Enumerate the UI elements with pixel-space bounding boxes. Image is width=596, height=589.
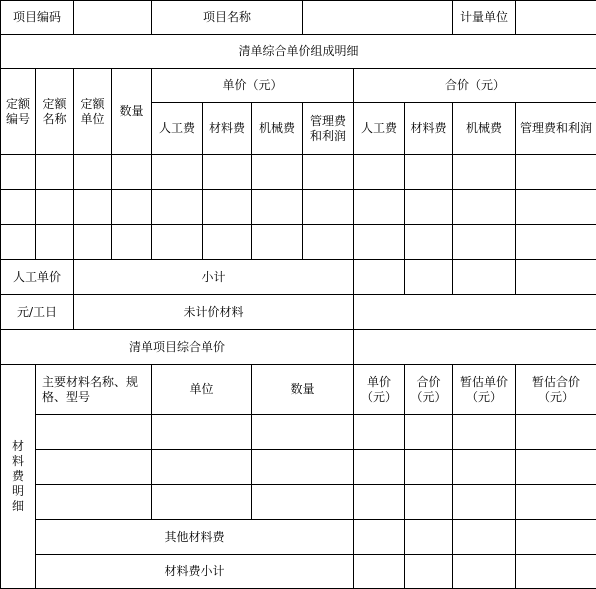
yuan-per-day-label: 元/工日 — [1, 295, 74, 330]
unpriced-material-label: 未计价材料 — [74, 295, 354, 330]
combined-unit-price-label: 清单项目综合单价 — [1, 330, 354, 365]
group-header-row — [1, 69, 596, 103]
machine-total-header: 机械费 — [453, 103, 516, 155]
material-unit-header: 单位 — [152, 365, 252, 415]
quota-unit-header: 定额单位 — [74, 69, 112, 155]
material-detail-side-text: 材料费明细 — [11, 439, 25, 514]
quantity-header: 数量 — [112, 69, 152, 155]
material-subtotal-row — [1, 555, 596, 589]
material-row — [1, 415, 596, 450]
material-row — [1, 450, 596, 485]
material-header-row — [1, 365, 596, 415]
item-code-label: 项目编码 — [1, 1, 74, 35]
item-name-label: 项目名称 — [152, 1, 303, 35]
header-row — [1, 1, 596, 35]
item-name-value — [303, 1, 453, 35]
material-unit-price-header: 单价（元） — [354, 365, 405, 415]
material-quantity-header: 数量 — [252, 365, 354, 415]
subtotal-label: 小计 — [74, 260, 354, 295]
table-row — [1, 190, 596, 225]
material-total-header: 材料费 — [405, 103, 453, 155]
unit-measure-label: 计量单位 — [453, 1, 516, 35]
est-unit-price-header: 暂估单价（元） — [453, 365, 516, 415]
material-row — [1, 485, 596, 520]
unit-measure-value — [516, 1, 596, 35]
table-row — [1, 155, 596, 190]
combined-unit-price-row — [1, 330, 596, 365]
quota-name-header: 定额名称 — [36, 69, 74, 155]
labor-unit-price-label: 人工单价 — [1, 260, 74, 295]
main-material-header: 主要材料名称、规格、型号 — [36, 365, 152, 415]
other-material-label: 其他材料费 — [36, 520, 354, 555]
mgmt-profit-header: 管理费和利润 — [303, 103, 354, 155]
material-detail-side-label — [1, 365, 36, 589]
mgmt-profit-total-header: 管理费和利润 — [516, 103, 596, 155]
other-material-row — [1, 520, 596, 555]
section-title: 清单综合单价组成明细 — [1, 35, 596, 69]
material-total-price-header: 合价（元） — [405, 365, 453, 415]
machine-header: 机械费 — [252, 103, 303, 155]
est-total-price-header: 暂估合价（元） — [516, 365, 596, 415]
section-title-row — [1, 35, 596, 69]
item-code-value — [74, 1, 152, 35]
subtotal-row — [1, 260, 596, 295]
labor-header: 人工费 — [152, 103, 203, 155]
total-price-group-header: 合价（元） — [354, 69, 596, 103]
material-subtotal-label: 材料费小计 — [36, 555, 354, 589]
labor-total-header: 人工费 — [354, 103, 405, 155]
quota-code-header: 定额编号 — [1, 69, 36, 155]
unit-price-group-header: 单价（元） — [152, 69, 354, 103]
material-header: 材料费 — [203, 103, 252, 155]
unpriced-material-row — [1, 295, 596, 330]
table-row — [1, 225, 596, 260]
